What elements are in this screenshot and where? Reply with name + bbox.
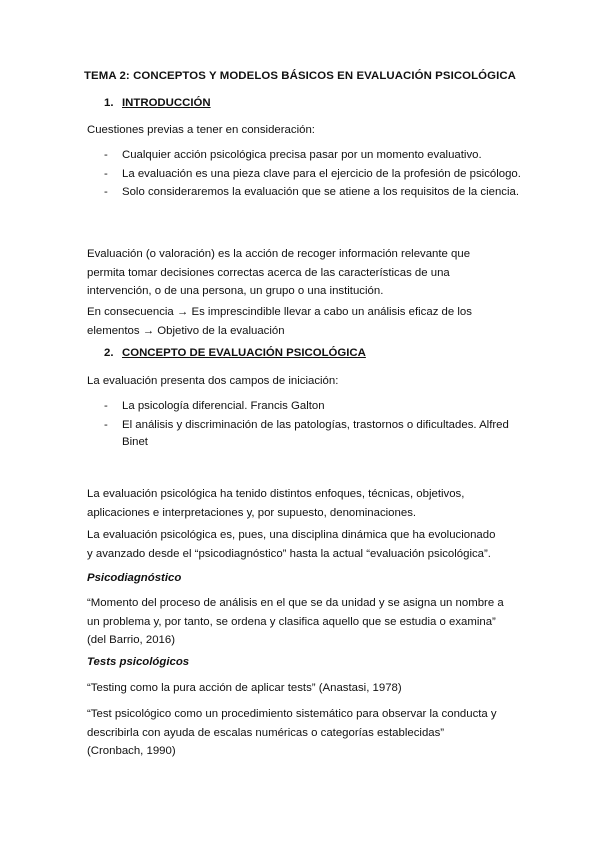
dash-bullet-icon: - [104,418,108,431]
text-line: y avanzado desde el “psicodiagnóstico” hasta la actual “evaluación psicológica”. [87,547,491,560]
list-item [104,147,524,165]
text-line: “Momento del proceso de análisis en el que se da unidad y se asigna un nombre a [87,597,504,609]
list-item-text: Solo consideraremos la evaluación que se atiene a los requisitos de la ciencia. [122,186,520,198]
section-2-number: 2. [104,347,114,359]
section-1-heading [104,97,211,109]
section-2-heading [104,347,366,359]
text-line: En consecuencia → Es imprescindible llevar a cabo un análisis eficaz de los [87,306,472,318]
section-1-intro: Cuestiones previas a tener en consideración: [87,124,315,136]
text-line: permita tomar decisiones correctas acerca de las características de una [87,266,450,279]
cronbach-quote [87,705,527,761]
tests-heading: Tests psicológicos [87,656,190,668]
psicodiagnostico-quote [87,594,527,650]
section-1-bullet-list [104,147,524,203]
dynamic-discipline-paragraph [87,526,527,563]
approaches-paragraph [87,485,527,522]
text-line: (del Barrio, 2016) [87,634,176,646]
section-2-intro: La evaluación presenta dos campos de iniciación: [87,375,339,387]
text-line: un problema y, por tanto, se ordena y clasifica aquello que se estudia o examina” [87,615,496,628]
list-item-text: Cualquier acción psicológica precisa pasar por un momento evaluativo. [122,149,482,161]
text-line: Evaluación (o valoración) es la acción de recoger información relevante que [87,248,471,260]
text-line: (Cronbach, 1990) [87,745,176,757]
text-line: “Test psicológico como un procedimiento sistemático para observar la conducta y [87,708,497,720]
text-line: La evaluación psicológica ha tenido distintos enfoques, técnicas, objetivos, [87,488,465,500]
list-item [104,166,524,184]
text-line: elementos → Objetivo de la evaluación [87,324,285,337]
list-item [104,184,524,202]
dash-bullet-icon: - [104,400,108,412]
section-1-number: 1. [104,97,114,109]
section-2-bullet-list [104,398,524,453]
text-line: La evaluación psicológica es, pues, una disciplina dinámica que ha evolucionado [87,529,496,541]
anastasi-quote: “Testing como la pura acción de aplicar tests” (Anastasi, 1978) [87,682,402,694]
consequence-paragraph [87,303,527,340]
text-line: describirla con ayuda de escalas numéricas o categorías establecidas” [87,726,445,739]
dash-bullet-icon: - [104,186,108,198]
page-title: TEMA 2: CONCEPTOS Y MODELOS BÁSICOS EN EVALUACIÓN PSICOLÓGICA [83,70,517,82]
section-2-title: CONCEPTO DE EVALUACIÓN PSICOLÓGICA [122,347,366,359]
list-item-text: La psicología diferencial. Francis Galton [122,400,325,412]
definition-paragraph [87,245,527,301]
list-item [104,398,524,416]
text-line: aplicaciones e interpretaciones y, por supuesto, denominaciones. [87,506,417,519]
psicodiagnostico-heading: Psicodiagnóstico [87,572,182,584]
section-1-title: INTRODUCCIÓN [122,97,211,109]
list-item [104,417,524,452]
list-item-text: El análisis y discriminación de las patologías, trastornos o dificultades. Alfred Binet [122,418,509,448]
list-item-text: La evaluación es una pieza clave para el ejercicio de la profesión de psicólogo. [122,167,521,180]
dash-bullet-icon: - [104,149,108,161]
text-line: intervención, o de una persona, un grupo o una institución. [87,285,384,297]
dash-bullet-icon: - [104,167,108,180]
